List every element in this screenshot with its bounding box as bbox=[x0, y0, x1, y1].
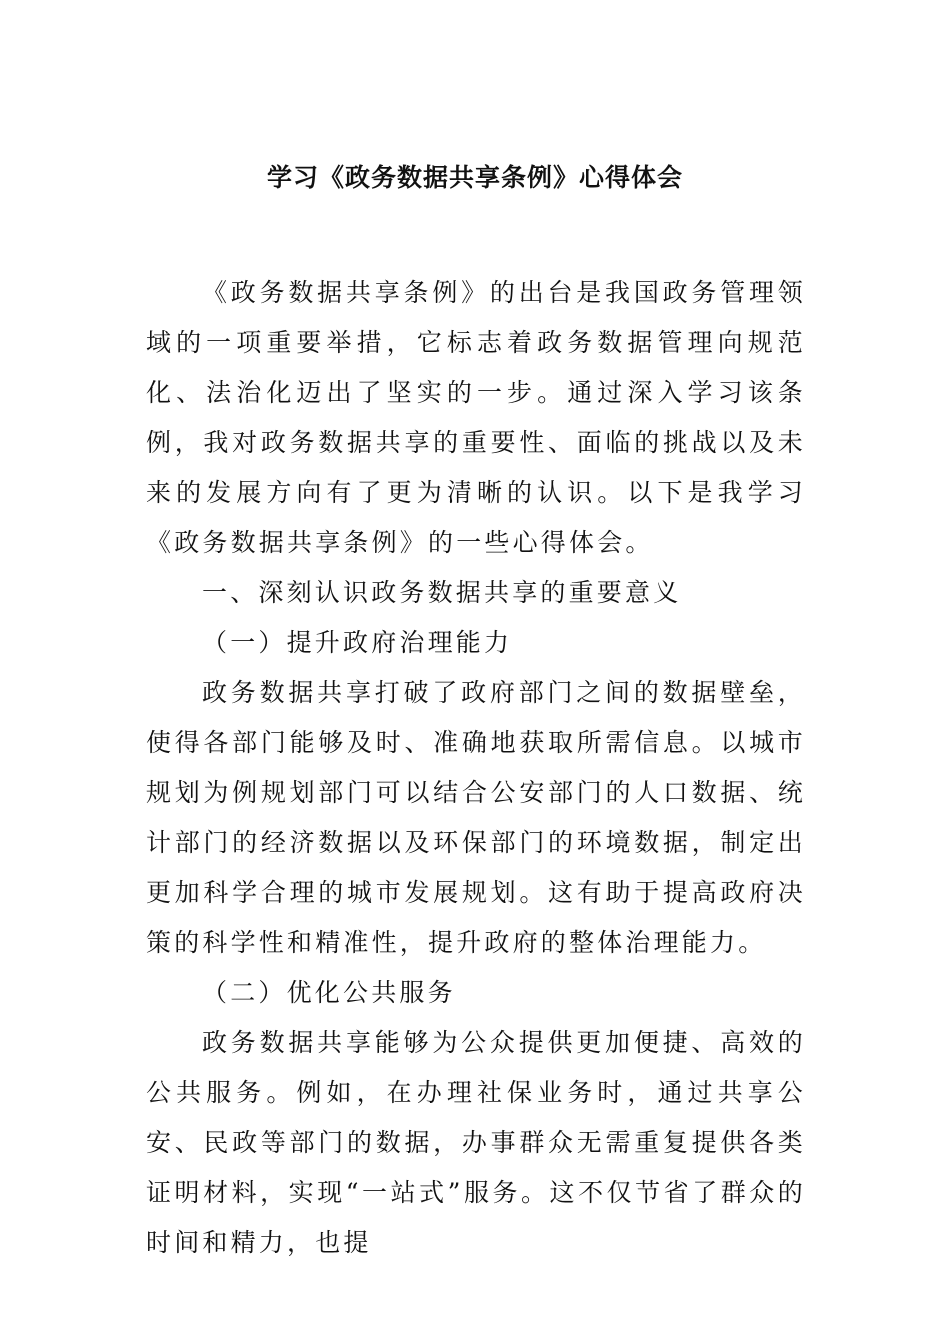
subsection-heading-1: （一）提升政府治理能力 bbox=[202, 628, 513, 657]
intro-paragraph: 《政务数据共享条例》的出台是我国政务管理领域的一项重要举措，它标志着政务数据管理向规范化、法治化迈出了坚实的一步。通过深入学习该条例，我对政务数据共享的重要性、面临的挑战以及未来的发展方向有了更为清晰的认识。以下是我学习《政务数据共享条例》的一些心得体会。 bbox=[146, 278, 806, 557]
subsection-heading-2: （二）优化公共服务 bbox=[202, 978, 456, 1007]
body-paragraph-1: 政务数据共享打破了政府部门之间的数据壁垒，使得各部门能够及时、准确地获取所需信息。以城市规划为例规划部门可以结合公安部门的人口数据、统计部门的经济数据以及环保部门的环境数据，制定出更加科学合理的城市发展规划。这有助于提高政府决策的科学性和精准性，提升政府的整体治理能力。 bbox=[146, 678, 806, 957]
document-title: 学习《政务数据共享条例》心得体会 bbox=[266, 163, 683, 192]
section-heading-1: 一、深刻认识政务数据共享的重要意义 bbox=[202, 578, 682, 607]
body-paragraph-2: 政务数据共享能够为公众提供更加便捷、高效的公共服务。例如，在办理社保业务时，通过共享公安、民政等部门的数据，办事群众无需重复提供各类证明材料，实现“一站式”服务。这不仅节省了群众的时间和精力，也提 bbox=[146, 1028, 806, 1257]
document-body bbox=[146, 268, 806, 1268]
